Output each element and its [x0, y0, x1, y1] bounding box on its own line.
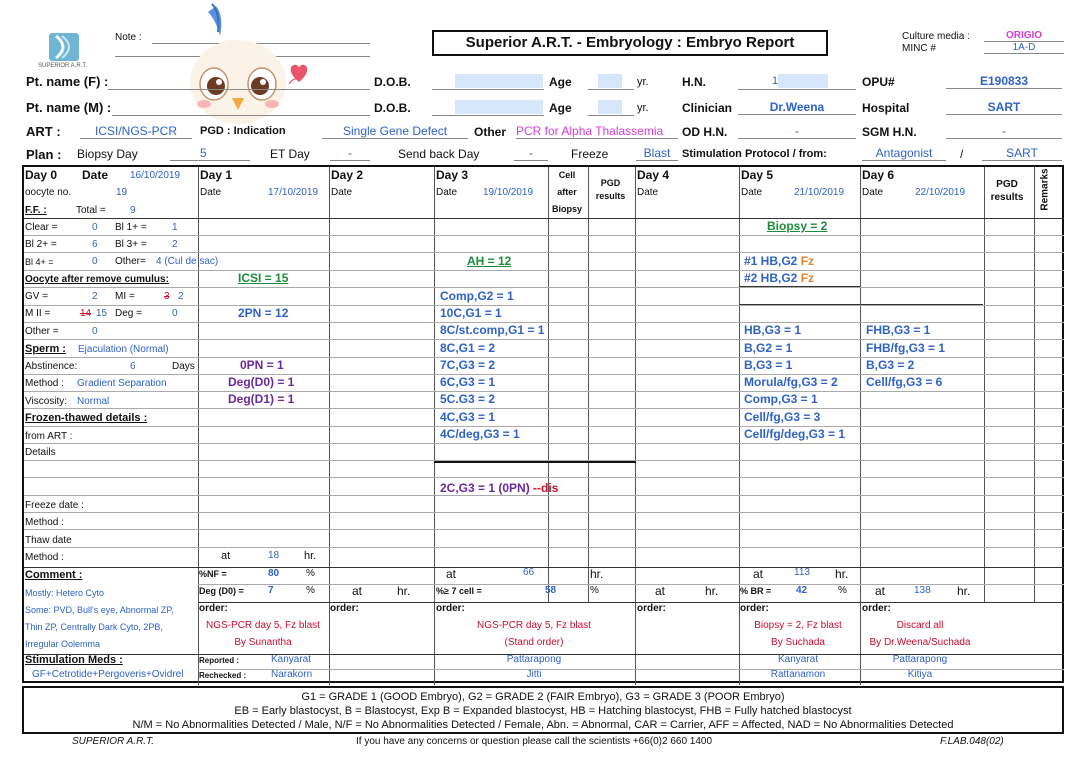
day1-0pn: 0PN = 1: [240, 358, 284, 372]
day0-bl4: 0: [92, 256, 98, 267]
day3-cell7-label: %≥ 7 cell =: [436, 586, 482, 596]
day0-bl1: 1: [172, 222, 178, 233]
clinician-value: Dr.Weena: [738, 100, 856, 115]
day1-degd0-pct: %: [306, 585, 315, 596]
day1-icsi: ICSI = 15: [238, 271, 289, 285]
pt-f-line: [108, 89, 370, 90]
day0-comment-4: Irregular Oolemma: [25, 639, 101, 649]
day3-grade-6: 6C,G3 = 1: [440, 375, 496, 389]
day3-pgd-label-1: PGD: [600, 178, 621, 188]
footer-left: SUPERIOR A.R.T.: [72, 736, 155, 747]
day1-at: 18: [268, 550, 280, 561]
age-f-line: [588, 89, 634, 90]
yr-m-label: yr.: [637, 102, 649, 114]
hospital-label: Hospital: [862, 101, 910, 115]
day5-grade-1: HB,G3 = 1: [744, 323, 802, 337]
stim-from: SART: [982, 146, 1062, 161]
day5-date-label: Date: [741, 187, 763, 198]
day3-dis-main: 2C,G3 = 1 (0PN): [440, 481, 530, 495]
stim-slash: /: [960, 147, 964, 161]
other-value: PCR for Alpha Thalassemia: [516, 124, 678, 139]
day1-order: NGS-PCR day 5, Fz blast: [206, 620, 320, 631]
col-line-remarks: [1034, 167, 1035, 602]
day0-days-label: Days: [172, 361, 195, 372]
day5-hb1-fz: Fz: [800, 254, 815, 268]
dob-m-label: D.O.B.: [374, 101, 411, 115]
stim-label: Stimulation Protocol / from:: [682, 148, 827, 160]
day6-at: 138: [914, 585, 931, 596]
day3-at: 66: [523, 567, 535, 578]
day5-hb1-row: [744, 254, 814, 268]
day6-order-label: order:: [862, 603, 891, 614]
freeze-label: Freeze: [571, 147, 609, 161]
day5-grade-4: Morula/fg,G3 = 2: [744, 375, 838, 389]
day3-discarded: [440, 481, 558, 495]
day3-rechecked: Jitti: [526, 669, 542, 680]
day0-mii: 15: [96, 308, 108, 319]
day3-title: Day 3: [436, 168, 469, 182]
day5-grade-5: Comp,G3 = 1: [744, 392, 818, 406]
day1-title: Day 1: [200, 168, 233, 182]
day3-order-label: order:: [436, 603, 465, 614]
day4-hr-label: hr.: [705, 584, 719, 598]
day0-comment-3: Thin ZP, Centrally Dark Cyto, 2PB,: [25, 622, 163, 632]
day0-bl3-label: Bl 3+ =: [115, 239, 147, 250]
day1-rechecked: Narakorn: [271, 669, 313, 680]
day3-cell7: 58: [545, 585, 557, 596]
day1-degd0: 7: [268, 585, 274, 596]
day3-order-by: (Stand order): [504, 637, 564, 648]
legend-line-1: G1 = GRADE 1 (GOOD Embryo), G2 = GRADE 2 (FAIR Embryo), G3 = GRADE 3 (POOR Embryo): [301, 691, 785, 703]
day0-method-label: Method :: [25, 378, 64, 389]
day5-hr-label: hr.: [835, 567, 849, 581]
freeze-value: Blast: [636, 146, 678, 161]
day5-order: Biopsy = 2, Fz blast: [754, 620, 842, 631]
day5-biopsy: Biopsy = 2: [767, 219, 828, 233]
day0-bl1-label: Bl 1+ =: [115, 222, 147, 233]
age-m-redacted: [598, 100, 622, 114]
day5-order-label: order:: [740, 603, 769, 614]
dob-f-line: [432, 89, 544, 90]
day0-other: 4 (Cul de sac): [156, 256, 219, 267]
day1-at-label: at: [221, 550, 231, 562]
day5-grade-7: Cell/fg/deg,G3 = 1: [744, 427, 846, 441]
day0-stim-meds: GF+Cetrotide+Pergoveris+Ovidrel: [32, 669, 184, 680]
day1-date: 17/10/2019: [268, 187, 319, 198]
pt-f-label: Pt. name (F) :: [26, 74, 109, 89]
culture-media-label: Culture media :: [902, 31, 970, 42]
other-label: Other: [474, 125, 507, 139]
pt-m-label: Pt. name (M) :: [26, 100, 112, 115]
day3-hr-label: hr.: [590, 567, 604, 581]
day5-br-label: % BR =: [740, 586, 772, 596]
day0-thaw-label: Thaw date: [25, 535, 72, 546]
day0-total-label: Total =: [76, 205, 106, 216]
clinician-label: Clinician: [682, 101, 733, 115]
age-f-redacted: [598, 74, 622, 88]
hn-line: [738, 89, 856, 90]
day0-deg: 0: [172, 308, 178, 319]
day3-at-label: at: [446, 567, 457, 581]
day6-pgd-label-1: PGD: [996, 179, 1018, 190]
day3-dis-suffix: --dis: [529, 481, 559, 495]
day6-at-label: at: [875, 584, 886, 598]
day0-mii-label: M II =: [25, 308, 51, 319]
day0-clear: 0: [92, 222, 98, 233]
day0-mi: 2: [178, 291, 184, 302]
col-line-cell: [548, 167, 549, 602]
legend-line-2: EB = Early blastocyst, B = Blastocyst, Exp B = Expanded blastocyst, HB = Hatching blastocyst, FHB = Fully hatched blastocyst: [234, 705, 852, 717]
opu-value: E190833: [946, 74, 1062, 89]
day6-date-label: Date: [862, 187, 884, 198]
day0-mi-label: MI =: [115, 291, 135, 302]
footer-right: F.LAB.048(02): [940, 736, 1004, 747]
day3-date: 19/10/2019: [483, 187, 534, 198]
day5-hb2-fz: Fz: [800, 271, 815, 285]
od-hn-value: -: [738, 124, 856, 139]
plan-label: Plan :: [26, 147, 62, 162]
row-line-header: [24, 218, 1064, 219]
day2-hr-label: hr.: [397, 584, 411, 598]
day1-deg-d0: Deg(D0) = 1: [228, 375, 295, 389]
day6-date: 22/10/2019: [915, 187, 966, 198]
day5-hb2: #2 HB,G2: [744, 271, 798, 285]
day0-bl4-label: Bl 4+ =: [25, 257, 54, 267]
day5-at-label: at: [753, 567, 764, 581]
day0-bl2: 6: [92, 239, 98, 250]
hn-value: 1: [772, 75, 779, 87]
et-day-label: ET Day: [270, 147, 310, 161]
logo: [48, 32, 80, 62]
day0-comment-2: Some: PVD, Bull's eye, Abnormal ZP,: [25, 605, 174, 615]
day2-title: Day 2: [331, 168, 364, 182]
day3-grade-2: 10C,G1 = 1: [440, 306, 502, 320]
dob-m-line: [432, 115, 544, 116]
dob-m-redacted: [455, 100, 543, 114]
day0-gv: 2: [92, 291, 98, 302]
day0-other2: 0: [92, 326, 98, 337]
day5-grade-3: B,G3 = 1: [744, 358, 793, 372]
legend-line-3: N/M = No Abnormalities Detected / Male, N/F = No Abnormalities Detected / Female, Abn. = Abnormal, CAR = Carrier, AFF = Affected, NAD = No Abnormalities Detected: [132, 719, 954, 731]
stim-value: Antagonist: [862, 146, 946, 161]
art-value: ICSI/NGS-PCR: [80, 124, 192, 139]
day4-title: Day 4: [637, 168, 670, 182]
reported-label: Reported :: [199, 656, 239, 665]
day3-cell-label-3: Biopsy: [551, 204, 582, 214]
day3-grade-8: 4C,G3 = 1: [440, 410, 496, 424]
day0-method2-label: Method :: [25, 517, 64, 528]
day5-hb2-row: [744, 271, 814, 285]
day5-at: 113: [794, 567, 810, 578]
day1-nf-label: %NF =: [199, 569, 227, 579]
day0-title: Day 0: [25, 168, 58, 182]
day3-cell7-pct: %: [590, 585, 599, 596]
day3-reported: Pattarapong: [506, 654, 562, 665]
day0-date-label: Date: [82, 168, 109, 182]
day3-grade-3: 8C/st.comp,G1 = 1: [440, 323, 545, 337]
day0-other2-label: Other =: [25, 326, 59, 337]
day1-order-label: order:: [199, 603, 228, 614]
day5-order-by: By Suchada: [771, 637, 825, 648]
biopsy-day-label: Biopsy Day: [77, 147, 138, 161]
day0-gv-label: GV =: [25, 291, 49, 302]
day3-grade-1: Comp,G2 = 1: [440, 289, 514, 303]
day0-method: Gradient Separation: [77, 378, 167, 389]
hn-redacted: [778, 74, 828, 88]
day0-mi-struck: 3: [164, 291, 170, 302]
remarks-label: Remarks: [1039, 168, 1051, 211]
pt-m-line: [112, 115, 370, 116]
biopsy-day-value: 5: [170, 146, 250, 161]
day6-reported: Pattarapong: [892, 654, 948, 665]
day0-freeze-date-label: Freeze date :: [25, 500, 84, 511]
day6-hr-label: hr.: [957, 584, 971, 598]
day0-ff-label: F.F. :: [25, 205, 47, 216]
day0-oocyte-label: oocyte no.: [25, 187, 72, 198]
day1-reported: Kanyarat: [271, 654, 312, 665]
day5-br-pct: %: [838, 585, 847, 596]
heart-icon: [287, 62, 311, 84]
day3-order: NGS-PCR day 5, Fz blast: [477, 620, 591, 631]
day1-order-by: By Sunantha: [234, 637, 292, 648]
culture-media-value: ORIGIO: [984, 30, 1064, 42]
day5-grade-6: Cell/fg,G3 = 3: [744, 410, 821, 424]
day5-hb1: #1 HB,G2: [744, 254, 798, 268]
day0-other-label: Other=: [115, 256, 146, 267]
logo-icon: [48, 32, 80, 62]
row-line-stats: [24, 567, 1064, 568]
day2-date-label: Date: [331, 187, 353, 198]
day6-title: Day 6: [862, 168, 895, 182]
day0-after-cumulus: Oocyte after remove cumulus:: [25, 274, 169, 285]
sgm-value: -: [946, 124, 1062, 139]
day0-date: 16/10/2019: [130, 170, 181, 181]
day0-sperm: Ejaculation (Normal): [78, 344, 169, 355]
minc-label: MINC #: [902, 43, 936, 54]
day1-degd0-label: Deg (D0) =: [199, 586, 244, 596]
pgd-indication-value: Single Gene Defect: [322, 124, 468, 139]
day0-abstinence-label: Abstinence:: [25, 361, 78, 372]
day2-at-label: at: [352, 584, 363, 598]
day0-bl2-label: Bl 2+ =: [25, 239, 57, 250]
day6-grade-2: FHB/fg,G3 = 1: [866, 341, 946, 355]
day5-reported: Kanyarat: [777, 654, 819, 665]
age-f-label: Age: [549, 75, 572, 89]
day6-grade-4: Cell/fg,G3 = 6: [866, 375, 943, 389]
day4-at-label: at: [655, 584, 666, 598]
col-line-pgd6: [984, 167, 985, 602]
day3-date-label: Date: [436, 187, 458, 198]
report-title: Superior A.R.T. - Embryology : Embryo Report: [432, 30, 828, 56]
day0-total: 9: [130, 205, 136, 216]
logo-text: SUPERIOR A.R.T.: [38, 63, 88, 69]
day0-abstinence: 6: [130, 361, 136, 372]
day3-grade-5: 7C,G3 = 2: [440, 358, 496, 372]
day0-viscosity-label: Viscosity:: [25, 396, 68, 407]
sgm-label: SGM H.N.: [862, 125, 917, 139]
note-label: Note :: [115, 32, 142, 43]
day5-grade-2: B,G2 = 1: [744, 341, 793, 355]
day0-comment-label: Comment :: [25, 569, 83, 581]
day0-sperm-label: Sperm :: [25, 343, 66, 355]
day4-date-label: Date: [637, 187, 659, 198]
day4-order-label: order:: [637, 603, 666, 614]
day0-frozen-label: Frozen-thawed details :: [25, 412, 148, 424]
day5-date: 21/10/2019: [794, 187, 845, 198]
day1-2pn: 2PN = 12: [238, 306, 289, 320]
day0-oocyte: 19: [116, 187, 128, 198]
day6-grade-1: FHB,G3 = 1: [866, 323, 931, 337]
day6-order: Discard all: [896, 620, 944, 631]
et-day-value: -: [330, 146, 370, 161]
pgd-indication-label: PGD : Indication: [200, 125, 286, 137]
day1-nf-pct: %: [306, 568, 315, 579]
age-m-line: [588, 115, 634, 116]
day5-rechecked: Rattanamon: [770, 669, 826, 680]
opu-label: OPU#: [862, 75, 895, 89]
day0-bl3: 2: [172, 239, 178, 250]
grade-legend: [22, 686, 1064, 734]
day3-ah: AH = 12: [467, 254, 512, 268]
od-hn-label: OD H.N.: [682, 125, 728, 139]
day0-clear-label: Clear =: [25, 222, 58, 233]
day6-rechecked: Kitiya: [907, 669, 933, 680]
day1-date-label: Date: [200, 187, 222, 198]
art-label: ART :: [26, 124, 61, 139]
send-back-value: -: [514, 146, 548, 161]
day3-pgd-label-2: results: [595, 191, 626, 201]
day3-cell-label-1: Cell: [558, 170, 576, 180]
day5-title: Day 5: [741, 168, 774, 182]
day0-details-label: Details: [25, 447, 56, 458]
day0-method3-label: Method :: [25, 552, 64, 563]
age-m-label: Age: [549, 101, 572, 115]
day1-hr-label: hr.: [304, 550, 317, 562]
yr-f-label: yr.: [637, 76, 649, 88]
day1-nf: 80: [268, 568, 280, 579]
day0-mii-struck: 14: [80, 308, 92, 319]
embryo-grid: [22, 165, 1064, 683]
day3-grade-4: 8C,G1 = 2: [440, 341, 496, 355]
minc-value: 1A-D: [984, 42, 1064, 54]
day6-order-by: By Dr.Weena/Suchada: [869, 637, 971, 648]
footer-center: If you have any concerns or question please call the scientists +66(0)2 660 1400: [356, 736, 713, 747]
col-line-pgd: [588, 167, 589, 602]
heart: [287, 62, 311, 89]
dob-f-label: D.O.B.: [374, 75, 411, 89]
day0-comment-1: Mostly: Hetero Cyto: [25, 588, 105, 598]
day2-order-label: order:: [330, 603, 359, 614]
day0-viscosity: Normal: [77, 396, 110, 407]
day5-br: 42: [796, 585, 808, 596]
day6-grade-3: B,G3 = 2: [866, 358, 915, 372]
hospital-value: SART: [946, 100, 1062, 115]
day3-grade-7: 5C.G3 = 2: [440, 392, 496, 406]
rechecked-label: Rechecked :: [199, 671, 247, 680]
day3-cell-label-2: after: [557, 187, 577, 197]
day1-deg-d1: Deg(D1) = 1: [228, 392, 295, 406]
day0-deg-label: Deg =: [115, 308, 142, 319]
dob-f-redacted: [455, 74, 543, 88]
hn-label: H.N.: [682, 75, 706, 89]
day0-from-art-label: from ART :: [25, 431, 73, 442]
day3-grade-9: 4C/deg,G3 = 1: [440, 427, 520, 441]
send-back-label: Send back Day: [398, 147, 480, 161]
day0-stim-meds-label: Stimulation Meds :: [25, 654, 123, 666]
day6-pgd-label-2: results: [990, 192, 1024, 203]
